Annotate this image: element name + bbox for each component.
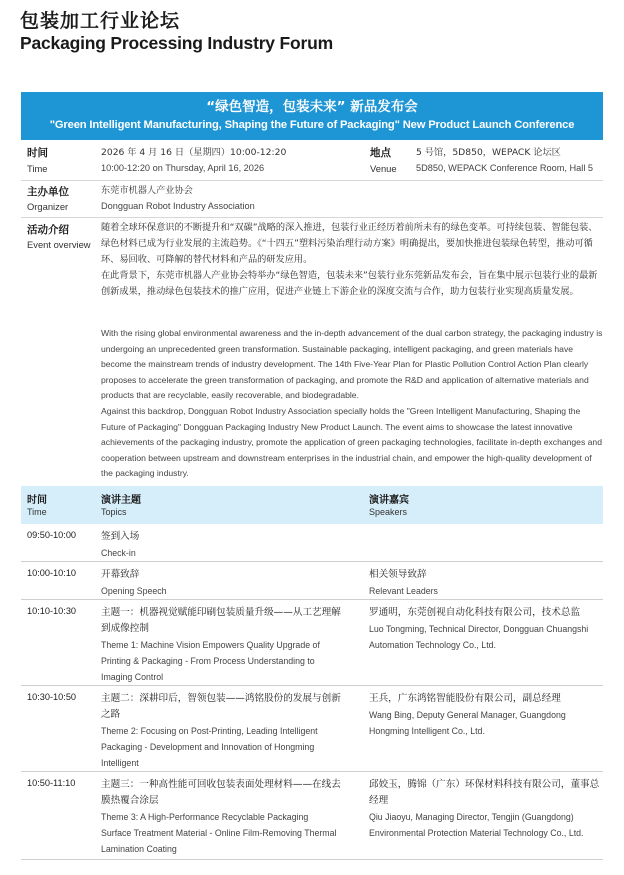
schedule-head-time-en: Time: [27, 507, 47, 517]
schedule-head-speaker-zh: 演讲嘉宾: [369, 495, 409, 506]
row-topic-zh: 签到入场: [101, 531, 140, 542]
row-topic-zh: 主题一：机器视觉赋能印刷包装质量升级——从工艺理解到成像控制: [101, 607, 341, 634]
overview-label-zh: 活动介绍: [27, 224, 69, 236]
row-time: 10:50-11:10: [27, 778, 76, 788]
row-speaker-en: Relevant Leaders: [369, 586, 438, 596]
row-topic-zh: 开幕致辞: [101, 569, 140, 580]
row-topic-en: Theme 1: Machine Vision Empowers Quality Upgrade of Printing & Packaging - From Process Understanding to Imaging Control: [101, 640, 320, 682]
row-speaker-zh: 王兵，广东鸿铭智能股份有限公司，副总经理: [369, 693, 561, 704]
organizer-value-zh: 东莞市机器人产业协会: [101, 185, 193, 196]
row-topic-zh: 主题二：深耕印后，智领包装——鸿铭股份的发展与创新之路: [101, 693, 341, 720]
time-value-zh: 2026 年 4 月 16 日（星期四）10:00-12:20: [101, 147, 287, 158]
row-speaker-en: Luo Tongming, Technical Director, Dongguan Chuangshi Automation Technology Co., Ltd.: [369, 624, 589, 650]
schedule-head-topic-en: Topics: [101, 507, 127, 517]
row-speaker-zh: 罗通明，东莞创视自动化科技有限公司，技术总监: [369, 607, 581, 618]
conference-banner: [21, 92, 603, 140]
divider: [21, 180, 603, 181]
overview-paragraph-zh-1: 随着全球环保意识的不断提升和“双碳”战略的深入推进，包装行业正经历着前所未有的绿色变革。可持续包装、智能包装、绿色材料已成为行业发展的主流趋势。《“十四五”塑料污染治理行动方案》明确提出，要加快推进包装绿色转型，推动可循环、易回收、可降解的替代材料和产品的研发应用。: [101, 222, 598, 265]
row-speaker-en: Qiu Jiaoyu, Managing Director, Tengjin (Guangdong) Environmental Protection Material Technology Co., Ltd.: [369, 812, 584, 838]
row-speaker-en: Wang Bing, Deputy General Manager, Guangdong Hongming Intelligent Co., Ltd.: [369, 710, 566, 736]
conference-title-zh: “绿色智造，包装未来” 新品发布会: [206, 99, 418, 115]
venue-value-zh: 5 号馆，5D850，WEPACK 论坛区: [416, 147, 561, 158]
schedule-head-topic-zh: 演讲主题: [101, 495, 141, 506]
row-topic-zh: 主题三：一种高性能可回收包装表面处理材料——在线去膜热覆合涂层: [101, 779, 341, 806]
row-time: 10:10-10:30: [27, 606, 77, 616]
time-label-en: Time: [27, 163, 48, 174]
time-value-en: 10:00-12:20 on Thursday, April 16, 2026: [101, 163, 265, 173]
schedule-head-speaker-en: Speakers: [369, 507, 408, 517]
row-time: 10:00-10:10: [27, 568, 77, 578]
organizer-label-en: Organizer: [27, 201, 69, 212]
overview-paragraph-zh-2: 在此背景下，东莞市机器人产业协会特举办“绿色智造，包装未来”包装行业东莞新品发布会，旨在集中展示包装行业的最新创新成果，推动绿色包装技术的推广应用，促进产业链上下游企业的深度交流与合作，助力包装行业实现高质量发展。: [101, 270, 598, 297]
divider: [21, 217, 603, 218]
venue-label-zh: 地点: [370, 147, 391, 159]
conference-title-en: "Green Intelligent Manufacturing, Shaping the Future of Packaging" New Product Launch Conference: [49, 119, 575, 131]
schedule-row: [21, 600, 603, 686]
venue-value-en: 5D850, WEPACK Conference Room, Hall 5: [416, 163, 594, 173]
schedule-row: [21, 562, 603, 600]
page-title-zh: 包装加工行业论坛: [20, 10, 181, 32]
time-label-zh: 时间: [27, 147, 48, 159]
row-speaker-zh: 相关领导致辞: [369, 569, 427, 580]
page-title-en: Packaging Processing Industry Forum: [20, 33, 333, 53]
overview-paragraph-en-1: With the rising global environmental awareness and the in-depth advancement of the dual carbon strategy, the packaging industry is undergoing an unprecedented green transformation. Sustainable packaging, intelligent packaging, and green materials have become the mainstream trends of industry development. The 14th Five-Year Plan for Plastic Pollution Control Action Plan clearly proposes to accelerate the green transformation of packaging, and promote the R&D and application of alternative materials and products that are recyclable, easily recoverable, and biodegradable.: [101, 328, 603, 401]
overview-paragraph-en-2: Against this backdrop, Dongguan Robot Industry Association specially holds the "Green Intelligent Manufacturing, Shaping the Future of Packaging" Dongguan Packaging Industry New Product Launch. The event aims to showcase the latest innovative achievements of the packaging industry, promote the application of green packaging technologies, facilitate in-depth exchanges and cooperation between upstream and downstream enterprises in the industrial chain, and empower the high-quality development of the packaging industry.: [101, 406, 602, 479]
row-time: 09:50-10:00: [27, 530, 77, 540]
row-speaker-zh: 邱姣玉，腾锦（广东）环保材料科技有限公司，董事总经理: [369, 779, 600, 806]
schedule-row: [21, 524, 603, 562]
row-time: 10:30-10:50: [27, 692, 77, 702]
organizer-value-en: Dongguan Robot Industry Association: [101, 201, 255, 211]
row-topic-en: Theme 2: Focusing on Post-Printing, Leading Intelligent Packaging - Development and Innovation of Hongming Intelligent: [101, 726, 318, 768]
organizer-label-zh: 主办单位: [27, 186, 69, 198]
schedule-row: [21, 686, 603, 772]
schedule-head-time-zh: 时间: [27, 495, 47, 506]
overview-label-en: Event overview: [27, 239, 91, 250]
row-topic-en: Theme 3: A High-Performance Recyclable Packaging Surface Treatment Material - Online Film-Removing Thermal Lamination Coating: [101, 812, 337, 854]
row-topic-en: Opening Speech: [101, 586, 167, 596]
schedule-row: [21, 772, 603, 860]
row-topic-en: Check-in: [101, 548, 136, 558]
schedule-header: [21, 486, 603, 524]
venue-label-en: Venue: [370, 163, 397, 174]
